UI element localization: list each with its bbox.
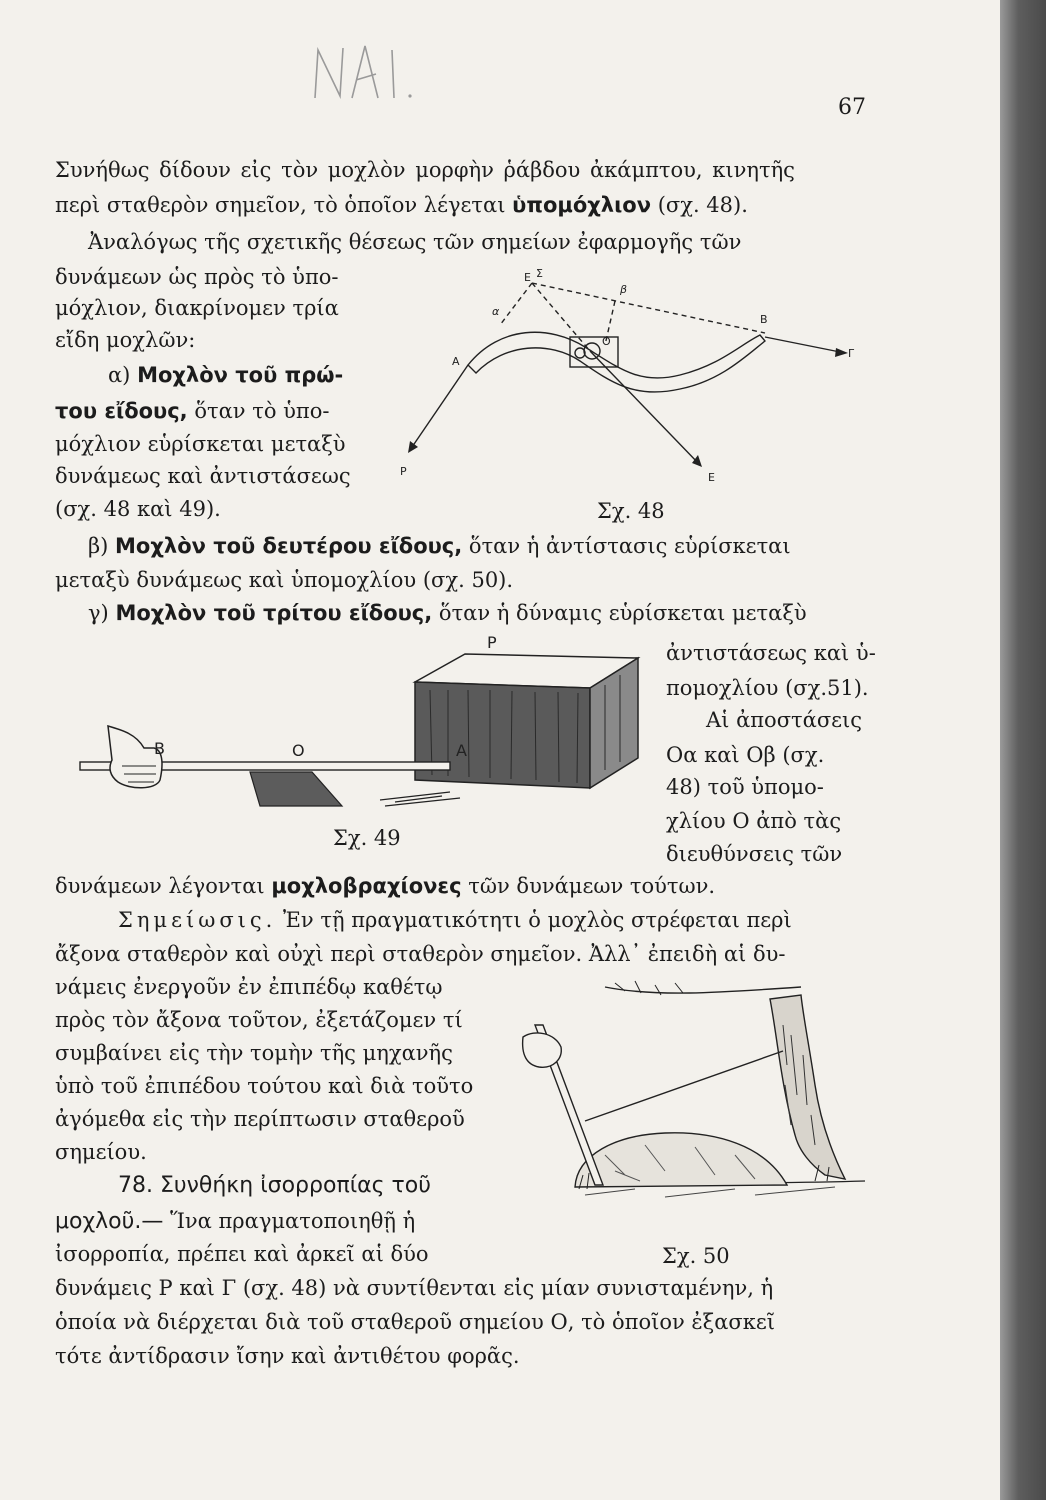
kind3-line2: ἀντιστάσεως καὶ ὑ-	[666, 641, 876, 665]
fig48-label-e2: Ε	[708, 471, 715, 484]
note-line7: ἀγόμεθα εἰς τὴν περίπτωσιν σταθεροῦ	[55, 1107, 465, 1131]
note-line4: πρὸς τὸν ἄξονα τοῦτον, ἐξετάζομεν τί	[55, 1008, 463, 1032]
fulcrum-wedge	[250, 772, 342, 806]
kind1-line4: δυνάμεως καὶ ἀντιστάσεως	[55, 464, 351, 488]
dashed-line-alpha	[500, 283, 532, 325]
figure-49-lever-box	[70, 630, 650, 820]
arrow-g	[835, 348, 848, 357]
arrow-p	[408, 441, 418, 453]
note-line6: ὑπὸ τοῦ ἐπιπέδου τούτου καὶ διὰ τοῦτο	[55, 1074, 474, 1098]
section-78-heading: 78. Συνθήκη ἰσορροπίας τοῦ	[118, 1173, 431, 1198]
dashed-line-sigma-b	[532, 283, 765, 333]
kind3-line3: πομοχλίου (σχ.51).	[666, 676, 869, 700]
figure-48-caption: Σχ. 48	[597, 499, 665, 523]
figure-50-caption: Σχ. 50	[662, 1244, 730, 1268]
fig49-label-o: Ο	[292, 741, 305, 760]
p2-line4: εἴδη μοχλῶν:	[55, 328, 196, 352]
kind3-line4: Αἱ ἀποστάσεις	[706, 708, 863, 732]
tree-trunk	[770, 995, 845, 1179]
section-78-line4: δυνάμεις Ρ καὶ Γ (σχ. 48) νὰ συντίθενται εἰς μίαν συνισταμένην, ἡ	[55, 1276, 774, 1300]
kind2-heading: β) Μοχλὸν τοῦ δευτέρου εἴδους, ὅταν ἡ ἀντίστασις εὑρίσκεται	[88, 534, 791, 558]
section-78-line6: τότε ἀντίδρασιν ἴσην καὶ ἀντιθέτου φορᾶς.	[55, 1344, 520, 1368]
kind1-line3: μόχλιον εὑρίσκεται μεταξὺ	[55, 432, 346, 456]
note-line2: ἄξονα σταθερὸν καὶ οὐχὶ περὶ σταθερὸν σημεῖον. Ἀλλ᾽ ἐπειδὴ αἱ δυ-	[55, 942, 786, 966]
p1-line2: περὶ σταθερὸν σημεῖον, τὸ ὁποῖον λέγεται ὑπομόχλιον (σχ. 48).	[55, 193, 748, 217]
fig48-label-b: Β	[760, 313, 768, 326]
p2-line3: μόχλιον, διακρίνομεν τρία	[55, 296, 339, 320]
hand	[523, 1033, 562, 1067]
fig48-label-e: Ε	[524, 271, 531, 284]
figure-50-lever-rock-tree	[515, 975, 870, 1225]
figure-49-caption: Σχ. 49	[333, 826, 401, 850]
kind3-heading: γ) Μοχλὸν τοῦ τρίτου εἴδους, ὅταν ἡ δύναμις εὑρίσκεται μεταξὺ	[88, 601, 807, 625]
fig49-label-a: Α	[456, 741, 467, 760]
handwritten-note	[310, 40, 430, 110]
kind1-line5: (σχ. 48 καὶ 49).	[55, 497, 221, 521]
lever-bar	[468, 332, 765, 392]
page-edge-shadow	[1000, 0, 1046, 1500]
fig48-label-beta: β	[620, 283, 628, 296]
force-line-e	[590, 351, 700, 465]
note-line3: νάμεις ἐνεργοῦν ἐν ἐπιπέδῳ καθέτῳ	[55, 975, 443, 999]
section-78-line3: ἰσορροπία, πρέπει καὶ ἀρκεῖ αἱ δύο	[55, 1242, 429, 1266]
fig48-label-o: Ο	[602, 335, 611, 348]
fig48-label-a: Α	[452, 355, 460, 368]
rock	[575, 1133, 787, 1187]
fig48-label-g: Γ	[848, 347, 855, 360]
lever-arms-line: δυνάμεων λέγονται μοχλοβραχίονες τῶν δυνάμεων τούτων.	[55, 874, 716, 898]
force-line-p	[410, 365, 468, 450]
kind3-line7: χλίου Ο ἀπὸ τὰς	[666, 809, 842, 833]
box-front	[415, 682, 590, 788]
kind1-heading: α) Μοχλὸν τοῦ πρώ-	[108, 363, 344, 387]
kind3-line5: Οα καὶ Οβ (σχ.	[666, 743, 825, 767]
fig48-label-sigma: Σ	[536, 267, 543, 280]
fig49-label-b: Β	[154, 739, 165, 758]
branch	[605, 987, 801, 993]
kind1-line2: του εἴδους, ὅταν τὸ ὑπο-	[55, 399, 330, 423]
note-line1: Σημείωσις. Ἐν τῇ πραγματικότητι ὁ μοχλὸς στρέφεται περὶ	[118, 908, 792, 932]
kind3-line8: διευθύνσεις τῶν	[666, 842, 843, 866]
note-line8: σημείου.	[55, 1140, 147, 1164]
section-78-line2: μοχλοῦ.— Ἵνα πραγματοποιηθῇ ἡ	[55, 1209, 416, 1234]
section-78-line5: ὁποία νὰ διέρχεται διὰ τοῦ σταθεροῦ σημείου Ο, τὸ ὁποῖον ἐξασκεῖ	[55, 1310, 775, 1334]
term-fulcrum: ὑπομόχλιον	[512, 193, 652, 217]
note-line5: συμβαίνει εἰς τὴν τομὴν τῆς μηχανῆς	[55, 1041, 453, 1065]
figure-48-lever-diagram	[380, 265, 870, 495]
fig49-label-p: Ρ	[487, 633, 497, 652]
kind3-line6: 48) τοῦ ὑπομο-	[666, 775, 824, 799]
kind2-line2: μεταξὺ δυνάμεως καὶ ὑπομοχλίου (σχ. 50).	[55, 568, 514, 592]
page-number: 67	[838, 95, 866, 120]
force-line-g	[765, 337, 845, 353]
p2-line2: δυνάμεων ὡς πρὸς τὸ ὑπο-	[55, 265, 339, 289]
dashed-line-center	[532, 283, 590, 351]
p1-line1: Συνήθως δίδουν εἰς τὸν μοχλὸν μορφὴν ῥάβδου ἀκάμπτου, κινητῆς	[55, 158, 795, 182]
rope	[585, 1051, 783, 1121]
p2-line1: Ἀναλόγως τῆς σχετικῆς θέσεως τῶν σημείων ἐφαρμογῆς τῶν	[88, 230, 742, 254]
fig48-label-alpha: α	[492, 305, 500, 318]
arrow-e	[692, 455, 702, 467]
fig48-label-p: Ρ	[400, 465, 407, 478]
